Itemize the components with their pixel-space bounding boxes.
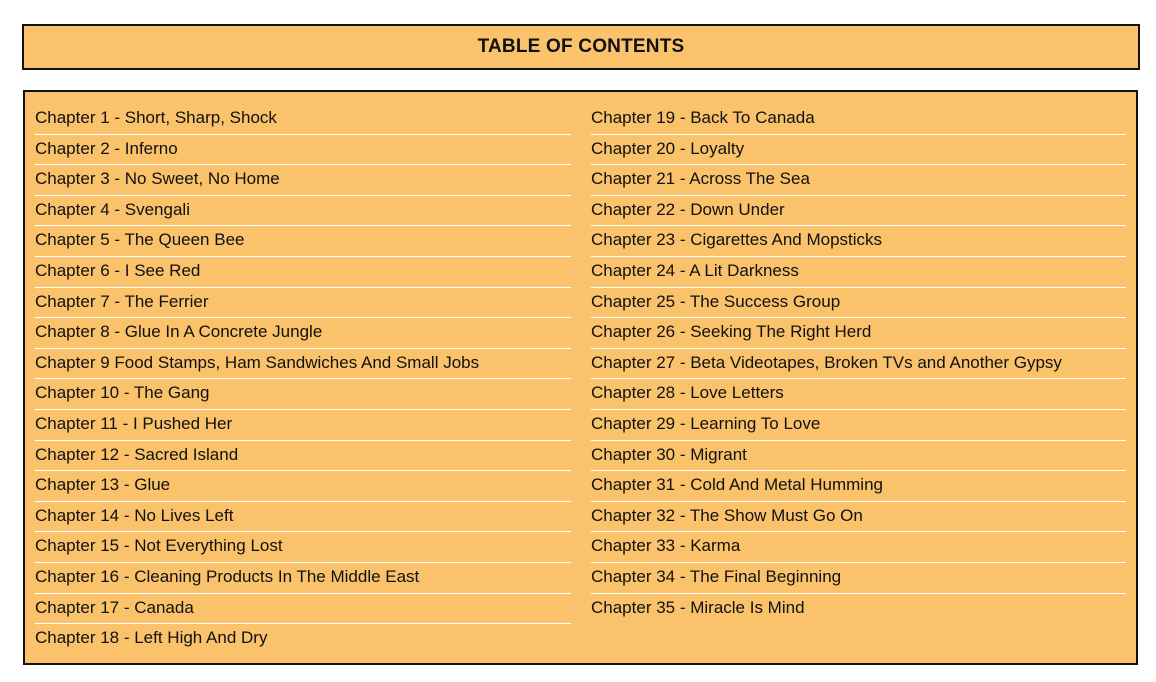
chapter-link[interactable]: Chapter 2 - Inferno — [35, 135, 571, 166]
chapter-link[interactable]: Chapter 33 - Karma — [591, 532, 1126, 563]
chapter-link[interactable]: Chapter 7 - The Ferrier — [35, 288, 571, 319]
chapter-link[interactable]: Chapter 26 - Seeking The Right Herd — [591, 318, 1126, 349]
chapter-link[interactable]: Chapter 12 - Sacred Island — [35, 441, 571, 472]
chapter-link[interactable]: Chapter 8 - Glue In A Concrete Jungle — [35, 318, 571, 349]
chapter-link[interactable]: Chapter 30 - Migrant — [591, 441, 1126, 472]
toc-header — [22, 24, 1140, 70]
toc-column-right — [591, 104, 1126, 624]
chapter-link[interactable]: Chapter 17 - Canada — [35, 594, 571, 625]
chapter-link[interactable]: Chapter 18 - Left High And Dry — [35, 628, 268, 648]
chapter-link[interactable]: Chapter 3 - No Sweet, No Home — [35, 165, 571, 196]
chapter-link[interactable]: Chapter 24 - A Lit Darkness — [591, 257, 1126, 288]
toc-column-left — [35, 104, 571, 655]
chapter-link[interactable]: Chapter 32 - The Show Must Go On — [591, 502, 1126, 533]
toc-panel — [23, 90, 1138, 665]
chapter-link[interactable]: Chapter 19 - Back To Canada — [591, 104, 1126, 135]
chapter-link[interactable]: Chapter 22 - Down Under — [591, 196, 1126, 227]
chapter-link[interactable]: Chapter 34 - The Final Beginning — [591, 563, 1126, 594]
chapter-link[interactable]: Chapter 35 - Miracle Is Mind — [591, 597, 805, 617]
chapter-link[interactable]: Chapter 25 - The Success Group — [591, 288, 1126, 319]
chapter-link[interactable]: Chapter 21 - Across The Sea — [591, 165, 1126, 196]
chapter-link[interactable]: Chapter 15 - Not Everything Lost — [35, 532, 571, 563]
chapter-link[interactable]: Chapter 16 - Cleaning Products In The Middle East — [35, 563, 571, 594]
chapter-link[interactable]: Chapter 11 - I Pushed Her — [35, 410, 571, 441]
toc-title: TABLE OF CONTENTS — [477, 36, 685, 57]
chapter-link[interactable]: Chapter 4 - Svengali — [35, 196, 571, 227]
chapter-link[interactable]: Chapter 6 - I See Red — [35, 257, 571, 288]
chapter-link[interactable]: Chapter 13 - Glue — [35, 471, 571, 502]
chapter-link[interactable]: Chapter 1 - Short, Sharp, Shock — [35, 104, 571, 135]
chapter-link[interactable]: Chapter 31 - Cold And Metal Humming — [591, 471, 1126, 502]
chapter-link[interactable]: Chapter 20 - Loyalty — [591, 135, 1126, 166]
chapter-link[interactable]: Chapter 28 - Love Letters — [591, 379, 1126, 410]
chapter-link[interactable]: Chapter 14 - No Lives Left — [35, 502, 571, 533]
chapter-link[interactable]: Chapter 23 - Cigarettes And Mopsticks — [591, 226, 1126, 257]
chapter-link[interactable]: Chapter 9 Food Stamps, Ham Sandwiches And Small Jobs — [35, 349, 571, 380]
chapter-link[interactable]: Chapter 10 - The Gang — [35, 379, 571, 410]
chapter-link[interactable]: Chapter 27 - Beta Videotapes, Broken TVs and Another Gypsy — [591, 349, 1126, 380]
chapter-link[interactable]: Chapter 5 - The Queen Bee — [35, 226, 571, 257]
chapter-link[interactable]: Chapter 29 - Learning To Love — [591, 410, 1126, 441]
